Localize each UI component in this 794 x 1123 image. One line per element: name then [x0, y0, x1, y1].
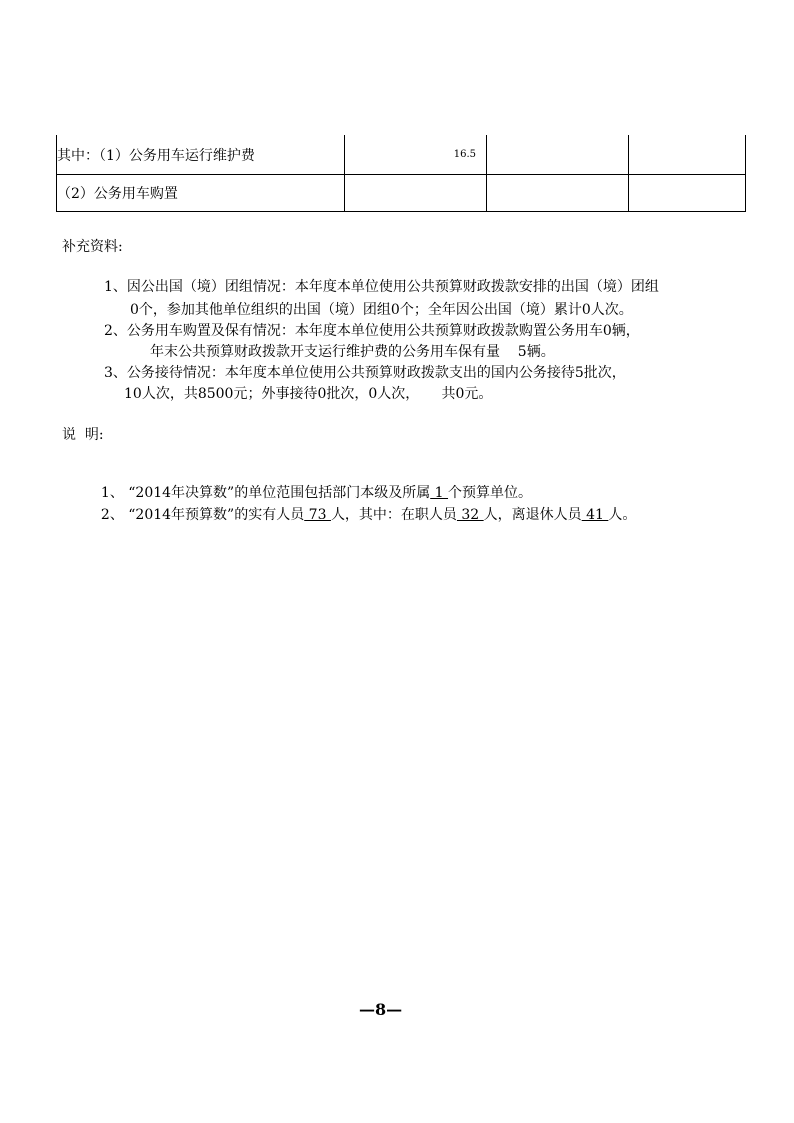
row-cell	[487, 175, 629, 212]
supplement-heading: 补充资料:	[62, 239, 123, 255]
supplement-item-2-line-2: 年末公共预算财政拨款开支运行维护费的公务用车保有量 5辆。	[150, 344, 555, 360]
budget-table	[56, 135, 746, 212]
supplement-item-1-line-2: 0个，参加其他单位组织的出国（境）团组0个；全年因公出国（境）累计0人次。	[130, 302, 633, 318]
supplement-item-3-line-1: 3、公务接待情况：本年度本单位使用公共预算财政拨款支出的国内公务接待5批次，	[104, 365, 626, 381]
note-2-active-staff: 32	[456, 507, 484, 523]
row-cell	[629, 175, 746, 212]
row-value	[345, 175, 487, 212]
table-row	[57, 175, 746, 212]
table-row	[57, 135, 746, 175]
row-cell	[629, 135, 746, 175]
supplement-item-1-line-1: 1、因公出国（境）团组情况：本年度本单位使用公共预算财政拨款安排的出国（境）团组	[104, 279, 659, 295]
note-2-retired-staff: 41	[581, 507, 609, 523]
note-2-total-staff: 73	[304, 507, 331, 523]
row-label: 其中：（1）公务用车运行维护费	[57, 135, 345, 175]
note-1-suffix: 个预算单位。	[448, 485, 533, 501]
row-label: （2）公务用车购置	[57, 175, 345, 212]
note-1-text: 1、 “2014年决算数”的单位范围包括部门本级及所属	[100, 485, 431, 501]
row-cell	[487, 135, 629, 175]
row-value: 16.5	[345, 135, 487, 175]
supplement-item-3-line-2: 10人次，共8500元；外事接待0批次，0人次， 共0元。	[124, 386, 493, 402]
supplement-item-2-line-1: 2、公务用车购置及保有情况：本年度本单位使用公共预算财政拨款购置公务用车0辆，	[104, 323, 640, 339]
notes-heading: 说 明:	[62, 427, 104, 443]
note-2	[92, 488, 636, 524]
note-2-mid-2: 人，离退休人员	[483, 507, 582, 523]
note-2-suffix: 人。	[608, 507, 637, 523]
note-1-unit-count: 1	[430, 485, 449, 501]
page-number: —8—	[359, 1000, 403, 1019]
note-2-mid-1: 人，其中：在职人员	[330, 507, 457, 523]
note-2-text: 2、 “2014年预算数”的实有人员	[100, 507, 305, 523]
